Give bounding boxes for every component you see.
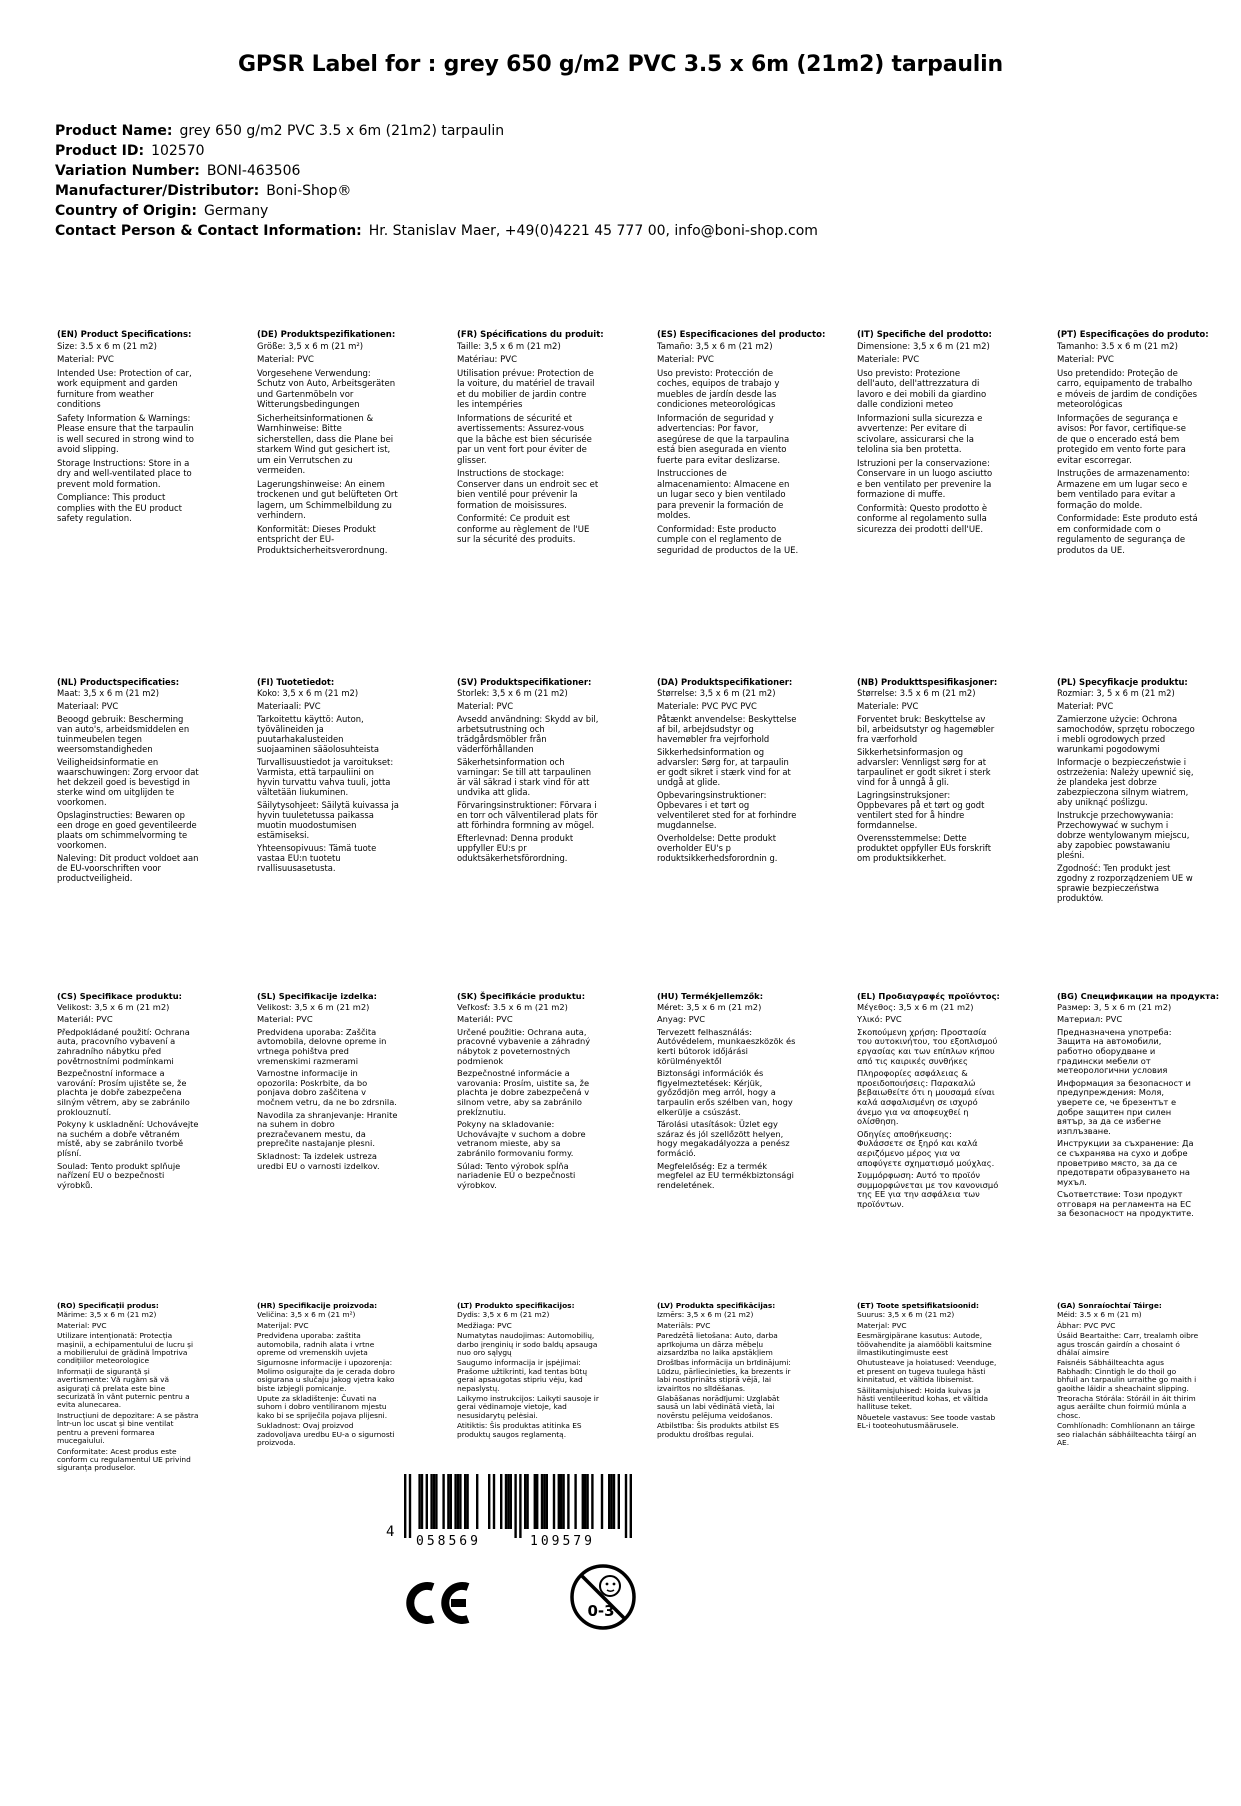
block-heading: (PT) Especificações do produto: — [1057, 330, 1209, 340]
block-paragraph: Saugumo informacija ir įspėjimai: Prašome užtikrinti, kad tentas būtų gerai apsaugotas stipriu vėju, kad nepaslystų. — [457, 1358, 588, 1393]
barcode-bars — [404, 1474, 632, 1538]
block-paragraph: Bezpečnostní informace a varování: Prosím ujistěte se, že plachta je dobře zabezpečena silným větrem, aby se zabránilo proklouznutí. — [57, 1068, 190, 1117]
lang-block-bg — [1057, 991, 1220, 1222]
lang-block-sk — [457, 992, 599, 1193]
product-info-label: Product Name: — [55, 123, 173, 139]
block-paragraph: Eesmärgipärane kasutus: Autode, töövahendite ja aiamööbli kaitsmine ilmastikutingimuste eest — [857, 1331, 992, 1358]
block-paragraph: Safety Information & Warnings: Please ensure that the tarpaulin is well secured in strong wind to avoid slipping. — [57, 413, 194, 455]
block-paragraph: Instrucciones de almacenamiento: Almacene en un lugar seco y bien ventilado para prevenir la formación de moldes. — [657, 469, 790, 521]
block-paragraph: Material: PVC — [657, 355, 714, 365]
block-paragraph: Predviđena uporaba: zaštita automobila, radnih alata i vrtne opreme od vremenskih uvjeta — [257, 1331, 375, 1358]
block-paragraph: Size: 3.5 x 6 m (21 m2) — [57, 341, 157, 352]
block-paragraph: Инструкции за съхранение: Да се съхранява на сухо и добре проветриво място, за да се предотврати образуването на мухъл. — [1057, 1138, 1194, 1187]
block-heading: (LT) Produkto specifikacijos: — [457, 1301, 575, 1310]
block-paragraph: Určené použitie: Ochrana auta, pracovné vybavenie a záhradný nábytok z poveternostných podmienok — [457, 1026, 591, 1066]
block-paragraph: Zamierzone użycie: Ochrona samochodów, sprzętu roboczego i mebli ogrodowych przed warunkami pogodowymi — [1057, 714, 1195, 754]
product-info-value: Boni-Shop® — [266, 183, 352, 199]
lang-block-hu — [657, 992, 799, 1193]
product-info-value: Germany — [204, 203, 269, 219]
block-paragraph: Pokyny na skladovanie: Uchovávajte v suchom a dobre vetranom mieste, aby sa zabránilo formovaniu formy. — [457, 1119, 586, 1158]
block-heading: (ET) Toote spetsifikatsioonid: — [857, 1301, 979, 1310]
block-paragraph: Размер: 3, 5 x 6 m (21 m2) — [1057, 1001, 1172, 1012]
lang-block-el — [857, 992, 999, 1212]
lang-block-nb — [857, 677, 999, 866]
block-paragraph: Konformität: Dieses Produkt entspricht der EU-Produktsicherheitsverordnung. — [257, 524, 388, 556]
block-paragraph: Rozmiar: 3, 5 x 6 m (21 m2) — [1057, 688, 1175, 698]
block-paragraph: Comhlíonadh: Comhlíonann an táirge seo rialachán sábháilteachta táirgí an AE. — [1057, 1421, 1197, 1448]
block-paragraph: Materiale: PVC — [857, 355, 920, 365]
block-heading: (SK) Špecifikácie produktu: — [457, 991, 586, 1001]
block-paragraph: Informații de siguranță și avertismente: Vă rugăm să vă asigurați că prelata este bine securizată în vânt puternic pentru a evita alunecarea. — [57, 1366, 190, 1410]
block-paragraph: Megfelelőség: Ez a termék megfelel az EU termékbiztonsági rendeletének. — [657, 1160, 794, 1190]
block-paragraph: Instrukcje przechowywania: Przechowywać w suchym i dobrze wentylowanym miejscu, aby zapobiec powstawaniu pleśni. — [1057, 810, 1190, 860]
block-paragraph: Säkerhetsinformation och varningar: Se till att tarpaulinen är väl säkrad i stark vind för att undvika att glida. — [457, 757, 592, 797]
barcode-group1: 058569 — [416, 1534, 481, 1549]
block-paragraph: Atbilstība: Šis produkts atbilst ES produktu drošības regulai. — [657, 1421, 779, 1439]
block-paragraph: Tervezett felhasználás: Autóvédelem, munkaeszközök és kerti bútorok időjárási körülményektől — [657, 1026, 796, 1066]
block-paragraph: Tamanho: 3.5 x 6 m (21 m2) — [1057, 341, 1178, 352]
block-paragraph: Πληροφορίες ασφάλειας & προειδοποιήσεις: Παρακαλώ βεβαιωθείτε ότι η μουσαμά είναι καλά ασφαλισμένη σε ισχυρό άνεμο για να αποφευχθεί η ολίσθηση. — [857, 1068, 995, 1127]
age-warning-0-3-icon — [568, 1562, 638, 1632]
block-paragraph: Material: PVC — [1057, 355, 1114, 365]
lang-block-sl — [257, 992, 399, 1174]
block-paragraph: Pokyny k uskladnění: Uchovávejte na suchém a dobře větraném místě, aby se zabránilo tvorbě plísní. — [57, 1119, 199, 1158]
product-info-row — [55, 161, 1241, 181]
block-heading: (HR) Specifikacije proizvoda: — [257, 1301, 378, 1310]
block-paragraph: Conformidad: Este producto cumple con el reglamento de seguridad de productos de la UE. — [657, 524, 799, 556]
block-paragraph: Material: PVC — [57, 1320, 107, 1330]
language-row — [57, 1302, 1241, 1475]
block-paragraph: Materiale: PVC — [857, 701, 919, 711]
block-paragraph: Veiligheidsinformatie en waarschuwingen: Zorg ervoor dat het dekzeil goed is bevestigd in sterke wind om uitglijden te voorkomen. — [57, 757, 199, 807]
block-paragraph: Sikkerhedsinformation og advarsler: Sørg for, at tarpaulin er godt sikret i stærk vind for at undgå at glide. — [657, 747, 791, 787]
barcode-digits — [404, 1534, 632, 1554]
lang-block-da — [657, 677, 799, 866]
lang-block-en — [57, 330, 199, 528]
block-paragraph: Størrelse: 3,5 x 6 m (21 m2) — [657, 688, 776, 698]
block-heading: (EN) Product Specifications: — [57, 330, 192, 340]
block-paragraph: Conformidade: Este produto está em conformidade com o regulamento de segurança de produtos da UE. — [1057, 514, 1198, 556]
block-paragraph: Materiāls: PVC — [657, 1320, 711, 1330]
block-paragraph: Velikost: 3,5 x 6 m (21 m2) — [257, 1001, 370, 1012]
block-paragraph: Instrucțiuni de depozitare: A se păstra într-un loc uscat și bine ventilat pentru a preveni formarea mucegaiului. — [57, 1410, 199, 1446]
block-paragraph: Koko: 3,5 x 6 m (21 m2) — [257, 688, 359, 698]
block-paragraph: Uso pretendido: Proteção de carro, equipamento de trabalho e móveis de jardim de condições meteorológicas — [1057, 368, 1198, 410]
block-paragraph: Материал: PVC — [1057, 1014, 1123, 1025]
product-info-value: BONI-463506 — [206, 163, 301, 179]
block-paragraph: Materiál: PVC — [457, 1014, 513, 1025]
block-paragraph: Navodila za shranjevanje: Hranite na suhem in dobro prezračevanem mestu, da preprečite nastajanje plesni. — [257, 1109, 398, 1149]
block-paragraph: Ohutusteave ja hoiatused: Veenduge, et present on tugeva tuulega hästi kinnitatud, et vältida libisemist. — [857, 1358, 997, 1385]
block-paragraph: Soulad: Tento produkt splňuje nařízení EU o bezpečnosti výrobků. — [57, 1160, 181, 1190]
block-paragraph: Instruções de armazenamento: Armazene em um lugar seco e bem ventilado para evitar a formação do molde. — [1057, 469, 1190, 511]
block-heading: (HU) Termékjellemzők: — [657, 991, 764, 1001]
block-heading: (IT) Specifiche del prodotto: — [857, 330, 992, 340]
block-heading: (FR) Spécifications du produit: — [457, 330, 604, 340]
block-paragraph: Vorgesehene Verwendung: Schutz von Auto, Arbeitsgeräten und Gartenmöbeln vor Witterungsbedingungen — [257, 368, 396, 410]
block-paragraph: Zgodność: Ten produkt jest zgodny z rozporządzeniem UE w sprawie bezpieczeństwa produktów. — [1057, 863, 1193, 903]
block-paragraph: Laikymo instrukcijos: Laikyti sausoje ir gerai vėdinamoje vietoje, kad nesusidarytų pelėsiai. — [457, 1394, 599, 1420]
product-info-row — [55, 141, 1241, 161]
lang-block-lv — [657, 1302, 799, 1441]
block-paragraph: Forventet bruk: Beskyttelse av bil, arbeidsutstyr og hagemøbler fra værforhold — [857, 714, 995, 744]
block-paragraph: Materiał: PVC — [1057, 701, 1114, 711]
block-paragraph: Materiale: PVC PVC PVC — [657, 701, 757, 711]
block-paragraph: Informacje o bezpieczeństwie i ostrzeżenia: Należy upewnić się, że plandeka jest dobrze zabezpieczona silnym wiatrem, aby uniknąć poślizgu. — [1057, 757, 1194, 807]
block-paragraph: Tárolási utasítások: Üzlet egy száraz és jól szellőzött helyen, hogy megakadályozza a penész formáció. — [657, 1119, 790, 1158]
product-info-value: Hr. Stanislav Maer, +49(0)4221 45 777 00, info@boni-shop.com — [368, 223, 818, 239]
block-paragraph: Materjal: PVC — [857, 1320, 907, 1330]
block-paragraph: Maat: 3,5 x 6 m (21 m2) — [57, 688, 160, 698]
block-heading: (NL) Productspecificaties: — [57, 677, 180, 687]
block-paragraph: Förvaringsinstruktioner: Förvara i en torr och välventilerad plats för att förhindra formning av mögel. — [457, 800, 598, 830]
block-paragraph: Sigurnosne informacije i upozorenja: Molimo osigurajte da je cerada dobro osigurana u slučaju jakog vjetra kako biste izbjegli pomicanje. — [257, 1358, 395, 1393]
lang-block-ga — [1057, 1302, 1199, 1450]
block-paragraph: Opbevaringsinstruktioner: Opbevares i et tørt og velventileret sted for at forhindre mugdannelse. — [657, 790, 797, 830]
block-paragraph: Säilitamisjuhised: Hoida kuivas ja hästi ventileeritud kohas, et vältida hallituse teket. — [857, 1385, 989, 1412]
lang-block-nl — [57, 677, 199, 886]
lang-block-et — [857, 1302, 999, 1433]
barcode-group2: 109579 — [530, 1534, 595, 1549]
block-heading: (NB) Produkttspesifikasjoner: — [857, 677, 998, 687]
block-paragraph: Paredzētā lietošana: Auto, darba aprīkojuma un dārza mēbeļu aizsardzība no laika apstākļiem — [657, 1331, 778, 1358]
block-paragraph: Informations de sécurité et avertissements: Assurez-vous que la bâche est bien sécurisée par un vent fort pour éviter de glisser. — [457, 413, 592, 466]
block-paragraph: Μέγεθος: 3,5 x 6 m (21 m2) — [857, 1001, 974, 1012]
lang-block-lt — [457, 1302, 599, 1441]
block-paragraph: Mărime: 3,5 x 6 m (21 m2) — [57, 1310, 157, 1320]
block-paragraph: Velikost: 3,5 x 6 m (21 m2) — [57, 1001, 170, 1012]
block-paragraph: Compliance: This product complies with the EU product safety regulation. — [57, 493, 183, 524]
product-info-row — [55, 181, 1241, 201]
block-heading: (ES) Especificaciones del producto: — [657, 330, 826, 340]
block-paragraph: Materiaal: PVC — [57, 701, 119, 711]
block-paragraph: Veľkosť: 3.5 x 6 m (21 m2) — [457, 1001, 568, 1012]
block-heading: (PL) Specyfikacje produktu: — [1057, 677, 1188, 687]
block-heading: (CS) Specifikace produktu: — [57, 991, 182, 1001]
block-paragraph: Dimensione: 3,5 x 6 m (21 m2) — [857, 341, 990, 352]
block-paragraph: Conformità: Questo prodotto è conforme al regolamento sulla sicurezza dei prodotti dell'UE. — [857, 503, 988, 535]
block-paragraph: Treoracha Stórála: Stóráil in áit thirim agus aeráilte chun foirmiú múnla a chosc. — [1057, 1394, 1196, 1420]
block-paragraph: Tamaño: 3,5 x 6 m (21 m2) — [657, 341, 773, 352]
block-paragraph: Overholdelse: Dette produkt overholder EU's p roduktsikkerhedsforordnin g. — [657, 833, 778, 863]
block-paragraph: Υλικό: PVC — [857, 1014, 902, 1025]
block-paragraph: Conformité: Ce produit est conforme au règlement de l'UE sur la sécurité des produits. — [457, 514, 590, 545]
block-paragraph: Beoogd gebruik: Bescherming van auto's, arbeidsmiddelen en tuinmeubelen tegen weersomstandigheden — [57, 714, 190, 754]
block-paragraph: Méret: 3,5 x 6 m (21 m2) — [657, 1001, 762, 1012]
block-paragraph: Uso previsto: Protezione dell'auto, dell'attrezzatura di lavoro e dei mobili da giardino dalle condizioni meteo — [857, 368, 987, 410]
language-row — [57, 330, 1241, 677]
product-info-label: Manufacturer/Distributor: — [55, 183, 260, 199]
block-paragraph: Säilytysohjeet: Säilytä kuivassa ja hyvin tuuletetussa paikassa muotin muodostumisen estämiseksi. — [257, 800, 399, 840]
block-paragraph: Předpokládané použití: Ochrana auta, pracovního vybavení a zahradního nábytku před povětrnostními podmínkami — [57, 1026, 190, 1066]
block-paragraph: Biztonsági információk és figyelmeztetések: Kérjük, győződjön meg arról, hogy a tarpaulin erős szélben van, hogy elkerülje a csúszást. — [657, 1068, 793, 1117]
block-paragraph: Méid: 3.5 x 6 m (21 m) — [1057, 1310, 1142, 1320]
language-row — [57, 992, 1241, 1302]
block-paragraph: Izmērs: 3,5 x 6 m (21 m2) — [657, 1310, 754, 1320]
block-paragraph: Material: PVC — [257, 1014, 313, 1025]
block-paragraph: Predvidena uporaba: Zaščita avtomobila, delovne opreme in vrtnega pohištva pred vremenskimi razmerami — [257, 1026, 387, 1066]
block-paragraph: Úsáid Beartaithe: Carr, trealamh oibre agus troscán gairdín a chosaint ó dhálaí aimsire — [1057, 1331, 1199, 1358]
block-paragraph: Matériau: PVC — [457, 355, 517, 365]
block-paragraph: Lagringsinstruksjoner: Oppbevares på et tørt og godt ventilert sted for å hindre formdannelse. — [857, 790, 985, 830]
block-paragraph: Skladnost: Ta izdelek ustreza uredbi EU o varnosti izdelkov. — [257, 1150, 380, 1171]
product-info-row — [55, 121, 1241, 141]
product-info-row — [55, 201, 1241, 221]
block-paragraph: Efterlevnad: Denna produkt uppfyller EU:s pr oduktsäkerhetsförordning. — [457, 833, 574, 863]
block-heading: (SL) Specifikacije izdelka: — [257, 991, 377, 1001]
product-info-value: 102570 — [151, 143, 205, 159]
lang-block-de — [257, 330, 399, 559]
block-paragraph: Storage Instructions: Store in a dry and well-ventilated place to prevent mold formation. — [57, 458, 192, 490]
block-paragraph: Materiaali: PVC — [257, 701, 321, 711]
block-paragraph: Sikkerhetsinformasjon og advarsler: Vennligst sørg for at tarpaulinet er godt sikret i sterk vind for å unngå å gli. — [857, 747, 991, 787]
block-paragraph: Størrelse: 3.5 x 6 m (21 m2) — [857, 688, 976, 698]
block-paragraph: Größe: 3,5 x 6 m (21 m²) — [257, 341, 364, 352]
block-paragraph: Sicherheitsinformationen & Warnhinweise: Bitte sicherstellen, dass die Plane bei starkem Wind gut gesichert ist, um ein Verrutschen zu vermeiden. — [257, 413, 394, 476]
page-title: GPSR Label for : grey 650 g/m2 PVC 3.5 x 6m (21m2) tarpaulin — [238, 52, 1003, 77]
block-paragraph: Conformitate: Acest produs este conform cu regulamentul UE privind siguranța produselor. — [57, 1446, 191, 1473]
language-row — [57, 677, 1241, 992]
block-paragraph: Nõuetele vastavus: See toode vastab EL-i tooteohutusmäärusele. — [857, 1412, 996, 1431]
block-paragraph: Taille: 3,5 x 6 m (21 m2) — [457, 341, 561, 352]
lang-block-cs — [57, 992, 199, 1193]
block-paragraph: Upute za skladištenje: Čuvati na suhom i dobro ventiliranom mjestu kako bi se spriječila pojava plijesni. — [257, 1394, 388, 1420]
block-paragraph: Информация за безопасност и предупреждения: Моля, уверете се, че брезентът е добре защитен при силен вятър, за да се избегне изплъзване. — [1057, 1077, 1191, 1136]
block-heading: (EL) Προδιαγραφές προϊόντος: — [857, 991, 1000, 1001]
block-heading: (SV) Produktspecifikationer: — [457, 677, 592, 687]
block-paragraph: Påtænkt anvendelse: Beskyttelse af bil, arbejdsudstyr og havemøbler fra vejrforhold — [657, 714, 797, 744]
lang-block-ro — [57, 1302, 199, 1475]
block-paragraph: Utilisation prévue: Protection de la voiture, du matériel de travail et du mobilier de jardin contre les intempéries — [457, 368, 595, 410]
block-paragraph: Informazioni sulla sicurezza e avvertenze: Per evitare di scivolare, assicurarsi che la telolina sia ben protetta. — [857, 413, 983, 455]
block-paragraph: Súlad: Tento výrobok spĺňa nariadenie EÚ o bezpečnosti výrobkov. — [457, 1160, 576, 1190]
lang-block-es — [657, 330, 826, 559]
block-paragraph: Οδηγίες αποθήκευσης: Φυλάσσετε σε ξηρό και καλά αεριζόμενο μέρος για να αποφύγετε σχηματισμό μούχλας. — [857, 1128, 995, 1168]
barcode-section — [386, 1474, 652, 1632]
block-paragraph: Material: PVC — [257, 355, 314, 365]
block-paragraph: Avsedd användning: Skydd av bil, arbetsutrustning och trädgårdsmöbler från väderförhållanden — [457, 714, 599, 754]
block-paragraph: Numatytas naudojimas: Automobilių, darbo įrenginių ir sodo baldų apsauga nuo oro sąlygų — [457, 1331, 598, 1358]
block-paragraph: Uso previsto: Protección de coches, equipos de trabajo y muebles de jardín desde las condiciones meteorológicas — [657, 368, 780, 410]
block-paragraph: Atitiktis: Šis produktas atitinka ES produktų saugos reglamentą. — [457, 1421, 582, 1439]
block-heading: (BG) Спецификации на продукта: — [1057, 991, 1220, 1001]
block-paragraph: Yhteensopivuus: Tämä tuote vastaa EU:n tuotetu rvallisuusasetusta. — [257, 843, 377, 873]
lang-block-fi — [257, 677, 399, 876]
product-info-label: Variation Number: — [55, 163, 200, 179]
product-info — [55, 121, 1241, 241]
block-paragraph: Materijal: PVC — [257, 1320, 309, 1330]
block-paragraph: Σκοπούμενη χρήση: Προστασία του αυτοκινήτου, του εξοπλισμού εργασίας και των επίπλων κήπου από τις καιρικές συνθήκες — [857, 1026, 998, 1066]
block-paragraph: Suurus: 3,5 x 6 m (21 m2) — [857, 1310, 955, 1320]
ce-mark-icon — [406, 1580, 472, 1626]
block-paragraph: Istruzioni per la conservazione: Conservare in un luogo asciutto e ben ventilato per prevenire la formazione di muffe. — [857, 458, 993, 500]
block-paragraph: Συμμόρφωση: Αυτό το προϊόν συμμορφώνεται με τον κανονισμό της ΕΕ για την ασφάλεια των προϊόντων. — [857, 1170, 999, 1209]
block-paragraph: Utilizare intenționată: Protecția mașinii, a echipamentului de lucru și a mobilierului de grădină împotriva condițiilor meteorologice — [57, 1331, 194, 1366]
block-paragraph: Veličina: 3,5 x 6 m (21 m²) — [257, 1310, 356, 1320]
product-info-value: grey 650 g/m2 PVC 3.5 x 6m (21m2) tarpaulin — [179, 123, 505, 139]
block-heading: (DA) Produktspecifikationer: — [657, 677, 793, 687]
product-info-label: Product ID: — [55, 143, 145, 159]
block-paragraph: Bezpečnostné informácie a varovania: Prosím, uistite sa, že plachta je dobre zabezpečená v silnom vetre, aby sa zabránilo prekĺznutiu. — [457, 1068, 590, 1117]
age-warning-text: 0-3 — [587, 1602, 615, 1620]
block-paragraph: Material: PVC — [457, 701, 514, 711]
lang-block-fr — [457, 330, 604, 549]
product-info-label: Country of Origin: — [55, 203, 197, 219]
block-paragraph: Ábhar: PVC PVC — [1057, 1320, 1116, 1330]
lang-block-hr — [257, 1302, 399, 1450]
language-blocks — [57, 330, 1241, 1475]
lang-block-it — [857, 330, 999, 538]
block-heading: (GA) Sonraíochtaí Táirge: — [1057, 1301, 1162, 1310]
barcode-left-digit: 4 — [386, 1524, 395, 1540]
block-paragraph: Overensstemmelse: Dette produktet oppfyller EUs forskrift om produktsikkerhet. — [857, 833, 992, 863]
block-paragraph: Съответствие: Този продукт отговаря на регламента на ЕС за безопасност на продуктите. — [1057, 1189, 1194, 1219]
block-paragraph: Dydis: 3,5 x 6 m (21 m2) — [457, 1310, 550, 1320]
block-paragraph: Instructions de stockage: Conserver dans un endroit sec et bien ventilé pour prévenir la formation de moisissures. — [457, 469, 599, 511]
block-heading: (RO) Specificații produs: — [57, 1301, 159, 1310]
block-paragraph: Intended Use: Protection of car, work equipment and garden furniture from weather conditions — [57, 368, 192, 410]
block-heading: (DE) Produktspezifikationen: — [257, 330, 396, 340]
product-info-row — [55, 221, 1241, 241]
block-paragraph: Naleving: Dit product voldoet aan de EU-voorschriften voor productveiligheid. — [57, 853, 199, 883]
barcode — [386, 1474, 632, 1540]
block-paragraph: Glabāšanas norādījumi: Uzglabāt sausā un labi vēdinātā vietā, lai novērstu pelējuma veidošanos. — [657, 1394, 780, 1420]
block-paragraph: Storlek: 3,5 x 6 m (21 m2) — [457, 688, 568, 698]
block-paragraph: Lagerungshinweise: An einem trockenen und gut belüfteten Ort lagern, um Schimmelbildung zu verhindern. — [257, 479, 398, 521]
block-paragraph: Tarkoitettu käyttö: Auton, työvälineiden ja puutarhakalusteiden suojaaminen sääolosuhteista — [257, 714, 380, 754]
block-paragraph: Anyag: PVC — [657, 1014, 706, 1025]
block-paragraph: Sukladnost: Ovaj proizvod zadovoljava uredbu EU-a o sigurnosti proizvoda. — [257, 1421, 395, 1448]
lang-block-pt — [1057, 330, 1209, 559]
block-paragraph: Faisnéis Sábháilteachta agus Rabhadh: Cinntigh le do thoil go bhfuil an tarpaulin urraithe go maith i gaoithe láidir a sheachaint slipping. — [1057, 1358, 1197, 1393]
block-paragraph: Material: PVC — [57, 355, 114, 365]
block-paragraph: Turvallisuustiedot ja varoitukset: Varmista, että tarpauliini on hyvin turvattu vahva tuuli, jotta vältetään liukuminen. — [257, 757, 394, 797]
block-paragraph: Información de seguridad y advertencias: Por favor, asegúrese de que la tarpaulina está bien asegurada en viento fuerte para evitar deslizarse. — [657, 413, 790, 466]
block-paragraph: Varnostne informacije in opozorila: Poskrbite, da bo ponjava dobro zaščitena v močnem vetru, da ne bo zdrsnila. — [257, 1068, 397, 1107]
block-paragraph: Предназначена употреба: Защита на автомобили, работно оборудване и градински мебели от метеорологични условия — [1057, 1026, 1172, 1076]
product-info-label: Contact Person & Contact Information: — [55, 223, 362, 239]
block-paragraph: Materiál: PVC — [57, 1014, 113, 1025]
block-paragraph: Informações de segurança e avisos: Por favor, certifique-se de que o encerado está bem protegido em vento forte para evitar escorregar. — [1057, 413, 1186, 466]
block-heading: (LV) Produkta specifikācijas: — [657, 1301, 776, 1310]
block-paragraph: Medžiaga: PVC — [457, 1320, 512, 1330]
block-paragraph: Opslaginstructies: Bewaren op een droge en goed geventileerde plaats om schimmelvorming te voorkomen. — [57, 810, 197, 850]
block-paragraph: Drošības informācija un brīdinājumi: Lūdzu, pārliecinieties, ka brezents ir labi nostiprināts stiprā vējā, lai izvairītos no slīdēšanas. — [657, 1358, 791, 1393]
lang-block-pl — [1057, 677, 1199, 906]
lang-block-sv — [457, 677, 599, 866]
block-heading: (FI) Tuotetiedot: — [257, 677, 335, 687]
